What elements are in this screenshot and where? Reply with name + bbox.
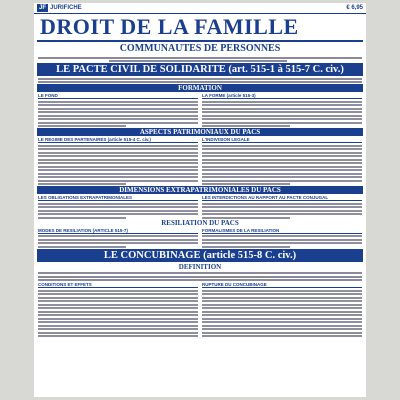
text-line (202, 183, 290, 185)
text-line (202, 239, 362, 241)
top-bar (34, 3, 366, 14)
dimensions-right-column (202, 195, 362, 219)
text-line (38, 279, 362, 281)
text-line (38, 166, 198, 168)
text-line (202, 111, 362, 113)
title-divider (37, 40, 363, 42)
text-line (38, 180, 198, 182)
text-line (202, 118, 362, 120)
concubinage-left-column (38, 282, 198, 337)
column-heading: LE REGIME DES PARTENAIRES (article 515-4 C. civ.) (38, 137, 198, 143)
concubinage-right-column (202, 282, 362, 337)
column-heading: LE FOND (38, 93, 198, 99)
text-line (202, 115, 362, 117)
brand-label: JURIFICHE (50, 5, 82, 11)
column-heading: CONDITIONS ET EFFETS (38, 282, 198, 288)
text-line (38, 246, 126, 248)
text-line (202, 159, 362, 161)
column-heading: L'INDIVISION LEGALE (202, 137, 362, 143)
text-line (38, 111, 198, 113)
text-line (38, 293, 198, 295)
band-formation: FORMATION (37, 84, 363, 92)
text-line (202, 206, 362, 208)
text-line (38, 272, 362, 274)
text-line (38, 115, 198, 117)
text-line (38, 108, 198, 110)
text-line (202, 304, 362, 306)
text-line (38, 206, 198, 208)
price-label: € 6,95 (346, 5, 363, 11)
formation-left-column (38, 93, 198, 127)
column-heading: FORMALISMES DE LA RESILIATION (202, 228, 362, 234)
text-line (38, 210, 198, 212)
text-line (202, 293, 362, 295)
text-line (38, 183, 126, 185)
text-line (202, 325, 362, 327)
text-line (202, 145, 362, 147)
text-line (202, 321, 362, 323)
text-line (202, 246, 290, 248)
text-line (38, 276, 362, 278)
column-heading: MODES DE RESILIATION (ARTICLE 515-7) (38, 228, 198, 234)
text-line (38, 332, 198, 334)
text-line (38, 213, 198, 215)
text-line (202, 210, 362, 212)
text-line (38, 217, 126, 219)
text-line (38, 325, 198, 327)
dimensions-left-column (38, 195, 198, 219)
text-line (38, 203, 198, 205)
column-heading: LA FORME (article 515-3) (202, 93, 362, 99)
column-heading: LES INTERDICTIONS AU RAPPORT AU PACTE CONJUGAL (202, 195, 362, 201)
band-pacs: LE PACTE CIVIL DE SOLIDARITE (art. 515-1 à 515-7 C. civ.) (37, 63, 363, 76)
band-concubinage: LE CONCUBINAGE (article 515-8 C. civ.) (37, 249, 363, 262)
text-line (202, 235, 362, 237)
text-line (38, 239, 198, 241)
text-line (202, 307, 362, 309)
band-dimensions: DIMENSIONS EXTRAPATRIMONIALES DU PACS (37, 186, 363, 194)
text-line (202, 169, 362, 171)
text-line (38, 290, 198, 292)
text-line (202, 152, 362, 154)
resiliation-left-column (38, 228, 198, 248)
text-line (202, 155, 362, 157)
text-line (38, 235, 198, 237)
resiliation-right-column (202, 228, 362, 248)
text-line (202, 242, 362, 244)
text-line (202, 328, 362, 330)
text-line (38, 159, 198, 161)
text-line (202, 166, 362, 168)
aspects-columns (38, 137, 362, 185)
pacs-intro-text (38, 78, 362, 84)
text-line (202, 162, 362, 164)
text-line (38, 155, 198, 157)
aspects-right-column (202, 137, 362, 185)
text-line (38, 297, 198, 299)
text-line (38, 321, 198, 323)
text-line (38, 104, 198, 106)
text-line (38, 304, 198, 306)
band-aspects: ASPECTS PATRIMONIAUX DU PACS (37, 128, 363, 136)
text-line (38, 145, 198, 147)
text-line (202, 176, 362, 178)
text-line (202, 203, 362, 205)
jurifiche-sheet (34, 3, 366, 397)
text-line (38, 152, 198, 154)
text-line (38, 335, 198, 337)
text-line (202, 335, 362, 337)
text-line (38, 122, 198, 124)
text-line (202, 318, 362, 320)
intro-text (38, 57, 362, 63)
text-line (202, 122, 362, 124)
text-line (202, 180, 362, 182)
text-line (38, 81, 362, 83)
section-communautes: COMMUNAUTES DE PERSONNES (119, 43, 281, 54)
text-line (38, 118, 198, 120)
resiliation-columns (38, 228, 362, 248)
formation-right-column (202, 93, 362, 127)
text-line (38, 57, 362, 59)
text-line (38, 78, 362, 80)
text-line (38, 311, 198, 313)
text-line (202, 290, 362, 292)
text-line (109, 60, 287, 62)
text-line (38, 314, 198, 316)
aspects-left-column (38, 137, 198, 185)
text-line (38, 176, 198, 178)
section-definition: DEFINITION (178, 262, 222, 271)
text-line (38, 300, 198, 302)
text-line (202, 148, 362, 150)
text-line (38, 125, 126, 127)
column-heading: RUPTURE DU CONCUBINAGE (202, 282, 362, 288)
text-line (202, 332, 362, 334)
text-line (202, 314, 362, 316)
text-line (202, 173, 362, 175)
text-line (38, 148, 198, 150)
text-line (38, 242, 198, 244)
section-resiliation: RESILIATION DU PACS (161, 218, 239, 227)
text-line (202, 108, 362, 110)
text-line (38, 101, 198, 103)
brand-logo (37, 4, 82, 12)
column-heading: LES OBLIGATIONS EXTRAPATRIMONIALES (38, 195, 198, 201)
text-line (202, 213, 362, 215)
text-line (202, 101, 362, 103)
text-line (202, 125, 290, 127)
text-line (38, 173, 198, 175)
definition-text (38, 272, 362, 281)
text-line (202, 104, 362, 106)
formation-columns (38, 93, 362, 127)
text-line (38, 162, 198, 164)
brand-box: JF (39, 5, 47, 11)
text-line (38, 169, 198, 171)
text-line (202, 311, 362, 313)
text-line (38, 318, 198, 320)
concubinage-columns (38, 282, 362, 337)
text-line (202, 300, 362, 302)
text-line (202, 297, 362, 299)
dimensions-columns (38, 195, 362, 219)
text-line (38, 307, 198, 309)
page-title: DROIT DE LA FAMILLE (40, 14, 299, 39)
text-line (38, 328, 198, 330)
